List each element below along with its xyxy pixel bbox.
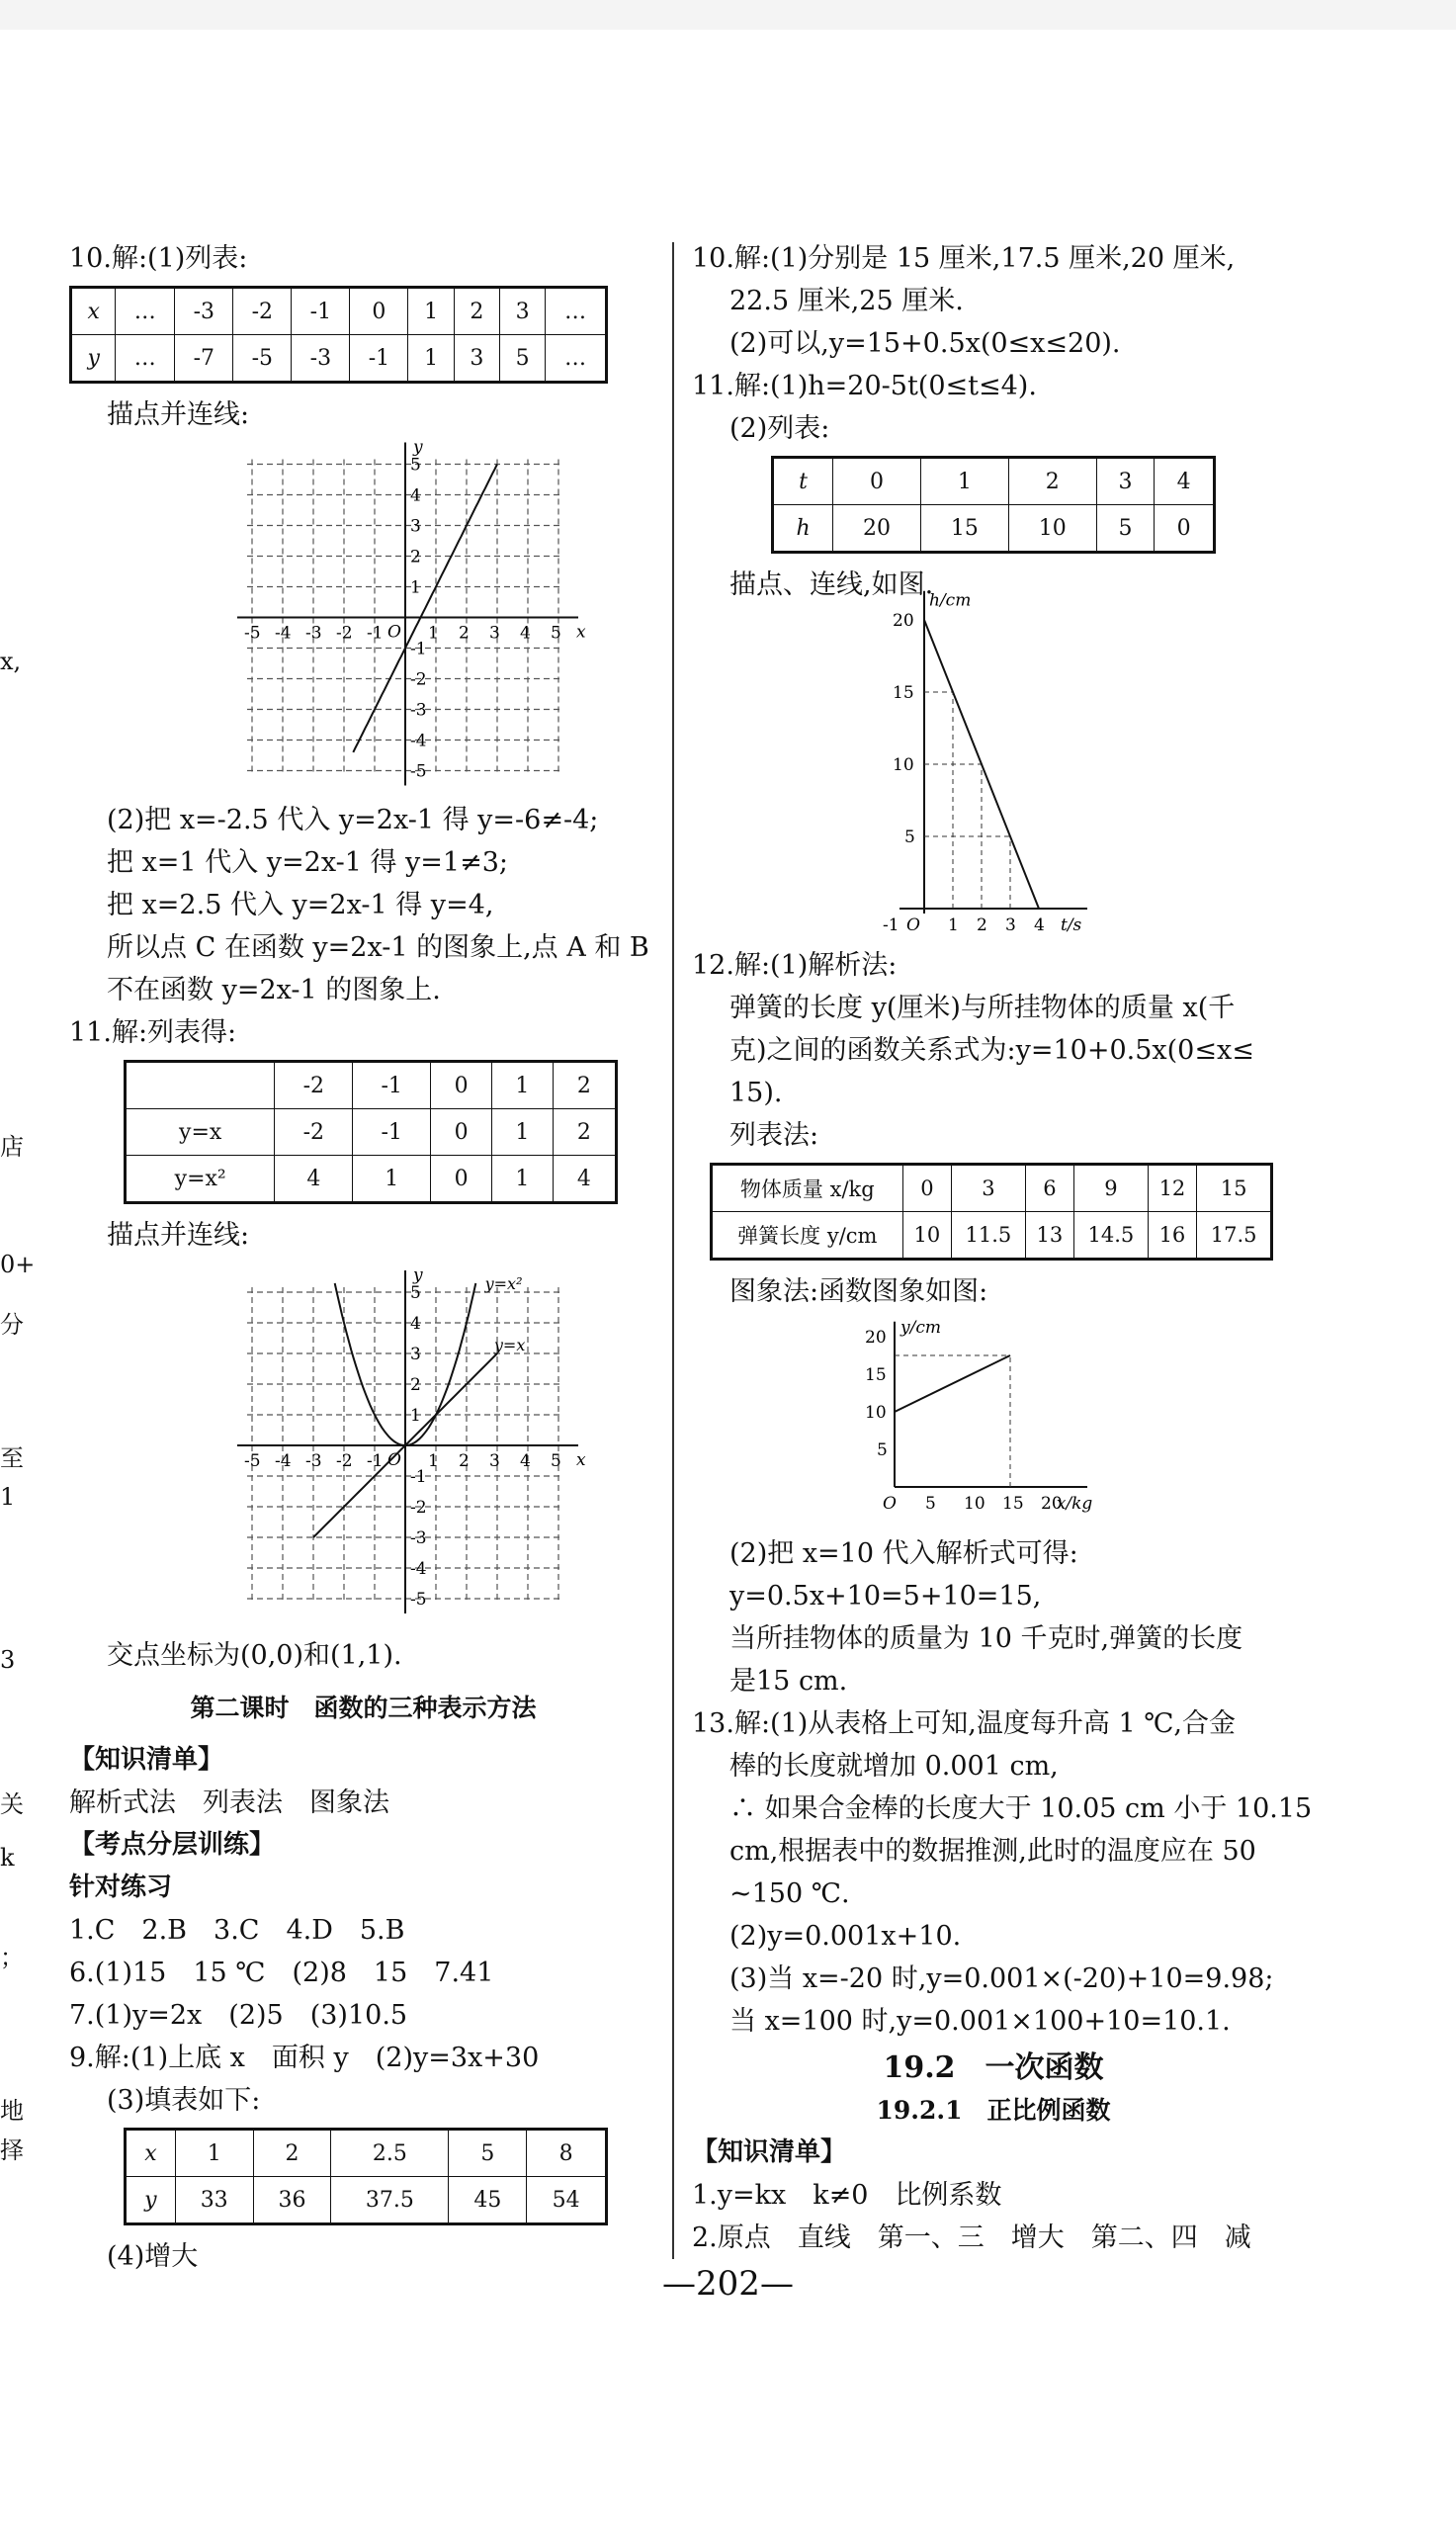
margin-fragment: x, — [0, 648, 22, 675]
table-cell: 5 — [499, 335, 545, 383]
text-line: (2)可以,y=15+0.5x(0≤x≤20). — [729, 328, 1121, 359]
y-axis-label: y — [413, 1265, 423, 1285]
y-tick-label: -5 — [410, 761, 427, 782]
plot-label: 描点并连线: — [107, 399, 250, 430]
table-row — [126, 2177, 607, 2224]
table-cell: 45 — [449, 2177, 527, 2224]
right-column — [692, 237, 1313, 2259]
origin-label: O — [387, 622, 401, 643]
top-shadow — [0, 0, 1456, 30]
text-line: 1.C 2.B 3.C 4.D 5.B — [69, 1915, 405, 1946]
table-cell: 2 — [553, 1062, 616, 1109]
table-cell: 2 — [553, 1109, 616, 1156]
margin-fragment: 地 — [0, 2097, 24, 2125]
margin-fragment: ； — [0, 1944, 24, 1971]
table-cell: 4 — [1155, 458, 1215, 505]
table-cell: 15 — [1197, 1165, 1272, 1212]
table-cell: 3 — [1096, 458, 1155, 505]
table-cell: 3 — [454, 335, 499, 383]
y-axis-label: h/cm — [929, 590, 972, 611]
y-tick-label: 5 — [410, 1283, 421, 1303]
table-cell: 5 — [449, 2130, 527, 2177]
table-cell: -1 — [292, 288, 350, 335]
text-line: 7.(1)y=2x (2)5 (3)10.5 — [69, 2000, 408, 2031]
y-tick-label: 15 — [865, 1365, 887, 1385]
y-tick-label: 20 — [893, 611, 914, 631]
table-11 — [124, 1060, 618, 1204]
x-tick-label: 5 — [551, 623, 561, 644]
x-tick-label: 10 — [964, 1494, 985, 1514]
table-cell: 4 — [275, 1156, 353, 1203]
table-cell: … — [546, 335, 607, 383]
table-cell: -3 — [292, 335, 350, 383]
table-cell: -2 — [275, 1062, 353, 1109]
table-cell: 4 — [553, 1156, 616, 1203]
table-cell: 14.5 — [1074, 1212, 1149, 1260]
table-cell: 1 — [491, 1156, 553, 1203]
problem-11-heading: 11.解:列表得: — [69, 1017, 237, 1048]
y-tick-label: 1 — [410, 577, 421, 598]
x-tick-label: -4 — [275, 623, 292, 644]
text-line: 把 x=2.5 代入 y=2x-1 得 y=4, — [107, 890, 494, 920]
table-cell: 0 — [350, 288, 408, 335]
table-cell: -3 — [175, 288, 233, 335]
table-cell: 6 — [1025, 1165, 1074, 1212]
table-cell: y — [71, 335, 116, 383]
knowledge-heading: 【知识清单】 — [692, 2137, 847, 2167]
x-tick-label: 1 — [428, 1451, 439, 1471]
text-line: 9.解:(1)上底 x 面积 y (2)y=3x+30 — [69, 2043, 540, 2073]
table-cell: -1 — [353, 1062, 431, 1109]
table-cell: 13 — [1025, 1212, 1074, 1260]
margin-fragment: 关 — [0, 1790, 24, 1818]
margin-fragment: 择 — [0, 2136, 24, 2164]
table-cell: t — [773, 458, 833, 505]
margin-fragment: 3 — [0, 1646, 16, 1674]
table-cell: 0 — [1155, 505, 1215, 553]
table-cell: 54 — [527, 2177, 607, 2224]
table-cell: -2 — [233, 288, 292, 335]
table-cell: 1 — [353, 1156, 431, 1203]
text-line: 图象法:函数图象如图: — [729, 1276, 988, 1307]
table-cell: … — [546, 288, 607, 335]
text-line: (3)填表如下: — [107, 2085, 261, 2116]
table-cell: 0 — [431, 1109, 492, 1156]
text-line: 11.解:(1)h=20-5t(0≤t≤4). — [692, 371, 1037, 401]
table-row — [71, 335, 607, 383]
margin-fragment: 1 — [0, 1483, 16, 1511]
table-cell: 37.5 — [331, 2177, 449, 2224]
text-line: 6.(1)15 15 ℃ (2)8 15 7.41 — [69, 1958, 494, 1988]
y-tick-label: -1 — [410, 1467, 427, 1487]
text-line: (4)增大 — [107, 2241, 199, 2272]
table-cell: 11.5 — [952, 1212, 1026, 1260]
y-tick-label: 5 — [904, 828, 915, 847]
text-line: (2)把 x=10 代入解析式可得: — [729, 1538, 1078, 1569]
text-line: ∴ 如果合金棒的长度大于 10.05 cm 小于 10.15 — [729, 1793, 1313, 1824]
origin-label: O — [906, 915, 920, 935]
text-line: (2)把 x=-2.5 代入 y=2x-1 得 y=-6≠-4; — [107, 805, 599, 835]
y-tick-label: 5 — [877, 1440, 888, 1460]
text-line: 棒的长度就增加 0.001 cm, — [729, 1751, 1059, 1782]
text-line: (3)当 x=-20 时,y=0.001×(-20)+10=9.98; — [729, 1963, 1274, 1994]
table-cell: 2 — [253, 2130, 331, 2177]
table-cell: 9 — [1074, 1165, 1149, 1212]
x-tick-label: 1 — [428, 623, 439, 644]
practice-heading: 针对练习 — [69, 1873, 173, 1902]
table-cell: 1 — [491, 1109, 553, 1156]
y-axis-label: y/cm — [900, 1318, 941, 1339]
text-line: 当 x=100 时,y=0.001×100+10=10.1. — [729, 2006, 1231, 2037]
text-line: 所以点 C 在函数 y=2x-1 的图象上,点 A 和 B — [107, 932, 649, 963]
origin-label: O — [387, 1450, 401, 1470]
section-19-2-1: 19.2.1 正比例函数 — [876, 2096, 1111, 2125]
table-cell: 3 — [499, 288, 545, 335]
table-11-right — [771, 456, 1216, 554]
table-cell: 1 — [408, 335, 454, 383]
text-line: 克)之间的函数关系式为:y=10+0.5x(0≤x≤ — [729, 1035, 1254, 1066]
graph-spring — [855, 1319, 1112, 1526]
y-tick-label: 10 — [893, 755, 914, 775]
table-cell: 1 — [175, 2130, 253, 2177]
x-tick-label: 4 — [520, 1451, 531, 1471]
x-tick-label: 2 — [459, 1451, 470, 1471]
margin-fragment: 至 — [0, 1444, 24, 1472]
text-line: 当所挂物体的质量为 10 千克时,弹簧的长度 — [729, 1623, 1243, 1654]
origin-label: O — [883, 1494, 897, 1514]
y-tick-label: 1 — [410, 1406, 421, 1426]
margin-fragment: k — [0, 1844, 15, 1872]
y-axis-label: y — [413, 437, 423, 458]
table-cell: 5 — [1096, 505, 1155, 553]
table-cell: y — [126, 2177, 176, 2224]
table-row — [712, 1165, 1272, 1212]
y-tick-label: -4 — [410, 1559, 427, 1579]
table-row — [126, 1109, 617, 1156]
x-tick-label: 2 — [459, 623, 470, 644]
text-line: 2.原点 直线 第一、三 增大 第二、四 减 — [692, 2222, 1251, 2253]
text-line: 12.解:(1)解析法: — [692, 950, 898, 981]
y-tick-label: -1 — [410, 639, 427, 659]
y-tick-label: 3 — [410, 1345, 421, 1364]
margin-fragment: 店 — [0, 1133, 24, 1161]
text-line: 1.y=kx k≠0 比例系数 — [692, 2180, 1002, 2211]
text-line: y=0.5x+10=5+10=15, — [729, 1581, 1042, 1612]
y-tick-label: -4 — [410, 731, 427, 751]
x-tick-label: -4 — [275, 1451, 292, 1471]
table-cell: y=x² — [126, 1156, 275, 1203]
y-tick-label: 10 — [865, 1403, 887, 1423]
table-cell: … — [116, 335, 175, 383]
text-line: (2)y=0.001x+10. — [729, 1921, 962, 1952]
section-19-2: 19.2 一次函数 — [883, 2050, 1104, 2085]
table-row — [773, 458, 1215, 505]
table-cell: 10 — [902, 1212, 952, 1260]
curve-y-x2-label: y=x² — [484, 1273, 523, 1293]
y-tick-label: 15 — [893, 683, 914, 703]
text-line: 弹簧的长度 y(厘米)与所挂物体的质量 x(千 — [729, 993, 1236, 1023]
text-line: 描点、连线,如图. — [729, 569, 934, 600]
y-tick-label: 2 — [410, 1375, 421, 1395]
line-y-10-0.5x — [895, 1355, 1010, 1412]
margin-fragment: 分 — [0, 1311, 24, 1339]
text-line: 不在函数 y=2x-1 的图象上. — [107, 975, 441, 1005]
table-cell: 15 — [920, 505, 1008, 553]
y-tick-label: -3 — [410, 700, 427, 721]
y-tick-label: -2 — [410, 669, 427, 690]
x-axis-label: t/s — [1061, 915, 1082, 935]
table-cell: -1 — [350, 335, 408, 383]
text-line: 13.解:(1)从表格上可知,温度每升高 1 ℃,合金 — [692, 1708, 1236, 1739]
x-tick-label: 1 — [948, 915, 959, 935]
x-axis-label: x — [576, 1450, 586, 1470]
x-axis-label: x/kg — [1056, 1494, 1093, 1514]
table-cell: 物体质量 x/kg — [712, 1165, 903, 1212]
text-line: 解析式法 列表法 图象法 — [69, 1787, 389, 1818]
graph-parabola-line — [188, 1263, 603, 1628]
table-cell: 0 — [431, 1156, 492, 1203]
column-divider — [672, 242, 674, 2259]
x-tick-label: 4 — [1034, 915, 1045, 935]
line-y-x-label: y=x — [493, 1335, 526, 1354]
y-tick-label: 3 — [410, 516, 421, 537]
table-cell — [126, 1062, 275, 1109]
table-cell: 16 — [1148, 1212, 1197, 1260]
problem-10-heading: 10.解:(1)列表: — [69, 243, 248, 274]
graph-y-2x-1 — [188, 437, 603, 793]
x-tick-label: 3 — [489, 623, 500, 644]
table-cell: 0 — [431, 1062, 492, 1109]
y-tick-label: 20 — [865, 1328, 887, 1348]
text-line: 交点坐标为(0,0)和(1,1). — [107, 1640, 402, 1671]
x-tick-label: -5 — [244, 623, 261, 644]
x-tick-label: -2 — [336, 1451, 353, 1471]
y-tick-label: 4 — [410, 1314, 421, 1334]
x-tick-label: 3 — [489, 1451, 500, 1471]
y-tick-label: -5 — [410, 1590, 427, 1610]
table-cell: 2 — [454, 288, 499, 335]
x-tick-label: 5 — [551, 1451, 561, 1471]
table-cell: 10 — [1008, 505, 1096, 553]
text-line: 10.解:(1)分别是 15 厘米,17.5 厘米,20 厘米, — [692, 243, 1236, 274]
x-tick-label: -3 — [305, 623, 322, 644]
table-cell: 1 — [491, 1062, 553, 1109]
x-tick-label: 5 — [925, 1494, 936, 1514]
table-cell: 17.5 — [1197, 1212, 1272, 1260]
text-line: 是15 cm. — [729, 1666, 848, 1697]
text-line: 列表法: — [729, 1120, 819, 1151]
table-cell: 2.5 — [331, 2130, 449, 2177]
text-line: (2)列表: — [729, 413, 830, 444]
page-number: —202— — [662, 2264, 794, 2304]
table-9 — [124, 2128, 608, 2225]
y-tick-label: 5 — [410, 455, 421, 476]
table-cell: 8 — [527, 2130, 607, 2177]
table-row — [773, 505, 1215, 553]
knowledge-heading: 【知识清单】 — [69, 1745, 224, 1775]
table-cell: 弹簧长度 y/cm — [712, 1212, 903, 1260]
text-line: cm,根据表中的数据推测,此时的温度应在 50 — [729, 1836, 1256, 1867]
table-cell: 3 — [952, 1165, 1026, 1212]
text-line: 把 x=1 代入 y=2x-1 得 y=1≠3; — [107, 847, 509, 878]
table-cell: y=x — [126, 1109, 275, 1156]
x-tick-label: -1 — [367, 623, 384, 644]
table-cell: 12 — [1148, 1165, 1197, 1212]
y-tick-label: 4 — [410, 485, 421, 506]
table-cell: -5 — [233, 335, 292, 383]
plot-label: 描点并连线: — [107, 1220, 250, 1251]
table-cell: 1 — [920, 458, 1008, 505]
training-heading: 【考点分层训练】 — [69, 1830, 276, 1860]
table-cell: 20 — [833, 505, 921, 553]
table-cell: 1 — [408, 288, 454, 335]
table-cell: 0 — [833, 458, 921, 505]
y-tick-label: -2 — [410, 1498, 427, 1518]
table-row — [126, 1062, 617, 1109]
table-row — [712, 1212, 1272, 1260]
text-line: ~150 ℃. — [729, 1878, 850, 1909]
table-cell: -7 — [175, 335, 233, 383]
table-cell: 33 — [175, 2177, 253, 2224]
table-cell: -2 — [275, 1109, 353, 1156]
x-tick-label: 15 — [1002, 1494, 1024, 1514]
text-line: 22.5 厘米,25 厘米. — [729, 286, 964, 316]
table-cell: x — [126, 2130, 176, 2177]
line-h-20-5t — [924, 620, 1039, 909]
table-row — [71, 288, 607, 335]
table-cell: … — [116, 288, 175, 335]
neg-tick-label: -1 — [883, 915, 899, 935]
table-cell: -1 — [353, 1109, 431, 1156]
table-cell: 2 — [1008, 458, 1096, 505]
x-axis-label: x — [576, 622, 586, 643]
table-cell: x — [71, 288, 116, 335]
table-10 — [69, 286, 608, 384]
x-tick-label: 3 — [1005, 915, 1016, 935]
table-row — [126, 2130, 607, 2177]
table-row — [126, 1156, 617, 1203]
text-line: 15). — [729, 1078, 783, 1108]
graph-h-t — [865, 590, 1122, 938]
section-title: 第二课时 函数的三种表示方法 — [190, 1694, 537, 1722]
margin-fragment: 0+ — [0, 1251, 36, 1278]
x-tick-label: -5 — [244, 1451, 261, 1471]
x-tick-label: 2 — [977, 915, 987, 935]
table-cell: h — [773, 505, 833, 553]
x-tick-label: 20 — [1041, 1494, 1063, 1514]
x-tick-label: 4 — [520, 623, 531, 644]
y-tick-label: -3 — [410, 1528, 427, 1548]
x-tick-label: -2 — [336, 623, 353, 644]
x-tick-label: -3 — [305, 1451, 322, 1471]
table-12 — [710, 1163, 1273, 1261]
y-tick-label: 2 — [410, 547, 421, 567]
x-tick-label: -1 — [367, 1451, 384, 1471]
left-column — [69, 237, 657, 2278]
table-cell: 0 — [902, 1165, 952, 1212]
table-cell: 36 — [253, 2177, 331, 2224]
